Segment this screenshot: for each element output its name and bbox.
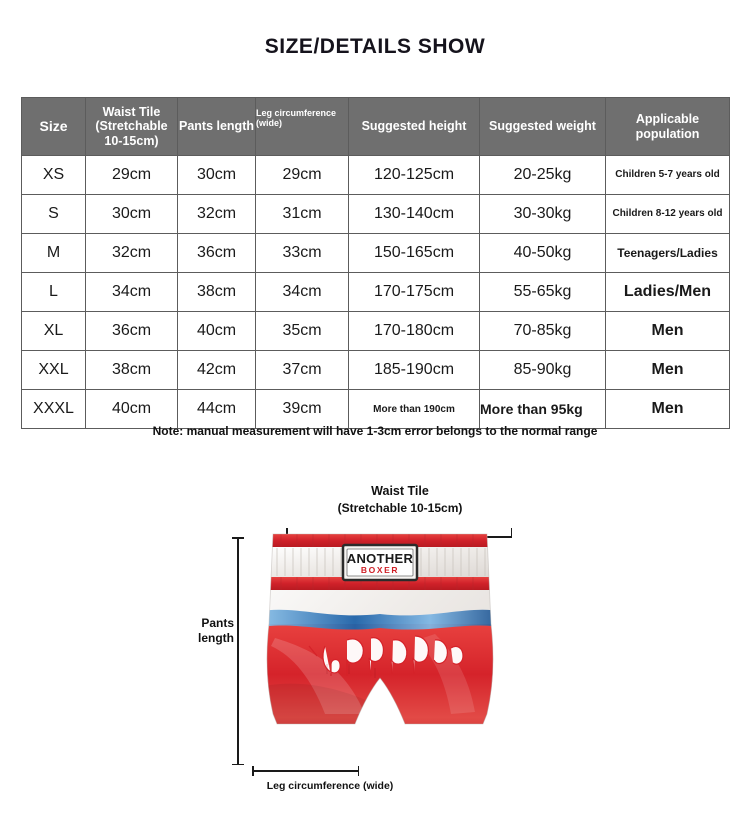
cell-waist: 38cm: [86, 351, 178, 390]
cell-size: XXL: [22, 351, 86, 390]
cell-pants-length: 30cm: [178, 156, 256, 195]
cell-size: M: [22, 234, 86, 273]
cell-applicable-population: Men: [606, 312, 730, 351]
table-row: [22, 351, 730, 390]
column-header-suggested-height: [349, 98, 480, 156]
pants-length-dimension-bar: [237, 537, 239, 765]
leg-circumference-label: Leg circumference (wide): [266, 780, 394, 792]
cell-suggested-weight: 55-65kg: [480, 273, 606, 312]
column-header-size: [22, 98, 86, 156]
cell-size: XL: [22, 312, 86, 351]
table-row: [22, 234, 730, 273]
pants-length-label: [186, 616, 234, 646]
cell-suggested-height: More than 190cm: [349, 390, 480, 429]
cell-leg-circumference: 29cm: [256, 156, 349, 195]
cell-leg-circumference: 37cm: [256, 351, 349, 390]
cell-waist: 30cm: [86, 195, 178, 234]
cell-applicable-population: Teenagers/Ladies: [606, 234, 730, 273]
table-row: [22, 195, 730, 234]
size-chart-table: [21, 97, 730, 429]
cell-waist: 32cm: [86, 234, 178, 273]
cell-suggested-weight: 40-50kg: [480, 234, 606, 273]
cell-pants-length: 40cm: [178, 312, 256, 351]
cell-size: XS: [22, 156, 86, 195]
cell-suggested-weight: 20-25kg: [480, 156, 606, 195]
cell-suggested-height: 150-165cm: [349, 234, 480, 273]
column-header-pants-length-label: Pants length: [178, 119, 254, 134]
pants-length-dimension-tick-bottom: [232, 764, 244, 766]
cell-suggested-weight: More than 95kg: [480, 390, 606, 429]
measurement-note: Note: manual measurement will have 1-3cm error belongs to the normal range: [152, 424, 598, 438]
cell-applicable-population: Men: [606, 351, 730, 390]
cell-applicable-population: Children 8-12 years old: [606, 195, 730, 234]
column-header-leg-circumference: [256, 98, 349, 156]
cell-pants-length: 36cm: [178, 234, 256, 273]
cell-waist: 36cm: [86, 312, 178, 351]
cell-suggested-height: 170-180cm: [349, 312, 480, 351]
cell-suggested-height: 120-125cm: [349, 156, 480, 195]
page-title: SIZE/DETAILS SHOW: [264, 35, 486, 58]
column-header-waist-tile: [86, 98, 178, 156]
brand-name-secondary: BOXER: [360, 565, 400, 575]
cell-applicable-population: Ladies/Men: [606, 273, 730, 312]
pants-length-label-line2: length: [198, 631, 234, 645]
cell-leg-circumference: 33cm: [256, 234, 349, 273]
table-body: [22, 156, 730, 429]
table-row: [22, 312, 730, 351]
column-header-applicable-population: [606, 98, 730, 156]
leg-dimension-bar: [252, 770, 359, 772]
cell-suggested-height: 185-190cm: [349, 351, 480, 390]
table-header: [22, 98, 730, 156]
table-row: [22, 390, 730, 429]
cell-leg-circumference: 39cm: [256, 390, 349, 429]
cell-size: XXXL: [22, 390, 86, 429]
waist-tile-label-main: Waist Tile: [371, 484, 429, 498]
cell-size: S: [22, 195, 86, 234]
column-header-pants-length: [178, 98, 256, 156]
cell-leg-circumference: 34cm: [256, 273, 349, 312]
cell-suggested-weight: 30-30kg: [480, 195, 606, 234]
column-header-waist-tile-label: Waist Tile: [102, 104, 161, 119]
column-header-leg-circumference-label: Leg circumference (wide): [256, 108, 337, 129]
cell-leg-circumference: 35cm: [256, 312, 349, 351]
product-measurement-diagram: [0, 470, 750, 834]
cell-suggested-weight: 70-85kg: [480, 312, 606, 351]
leg-dimension-tick-right: [358, 766, 360, 776]
column-header-suggested-weight-label: Suggested weight: [489, 119, 596, 134]
size-chart-table-container: [21, 97, 729, 429]
cell-applicable-population: Children 5-7 years old: [606, 156, 730, 195]
cell-waist: 40cm: [86, 390, 178, 429]
brand-label-patch: [343, 545, 417, 580]
cell-leg-circumference: 31cm: [256, 195, 349, 234]
waist-dimension-tick-right: [511, 528, 513, 538]
cell-pants-length: 44cm: [178, 390, 256, 429]
pants-length-label-line1: Pants: [201, 616, 234, 630]
cell-pants-length: 42cm: [178, 351, 256, 390]
waist-tile-label: [265, 483, 535, 516]
column-header-suggested-height-label: Suggested height: [361, 119, 467, 134]
column-header-applicable-population-label: Applicable population: [635, 112, 700, 141]
table-row: [22, 273, 730, 312]
table-row: [22, 156, 730, 195]
cell-size: L: [22, 273, 86, 312]
cell-suggested-height: 170-175cm: [349, 273, 480, 312]
cell-suggested-height: 130-140cm: [349, 195, 480, 234]
cell-pants-length: 38cm: [178, 273, 256, 312]
column-header-suggested-weight: [480, 98, 606, 156]
leg-circumference-dimension-line: [252, 766, 359, 776]
column-header-size-label: Size: [39, 118, 68, 135]
cell-waist: 29cm: [86, 156, 178, 195]
cell-pants-length: 32cm: [178, 195, 256, 234]
cell-suggested-weight: 85-90kg: [480, 351, 606, 390]
brand-name-primary: ANOTHER: [346, 551, 414, 566]
cell-applicable-population: Men: [606, 390, 730, 429]
product-image-muay-thai-shorts: [255, 528, 505, 768]
cell-waist: 34cm: [86, 273, 178, 312]
column-header-waist-tile-sub: (Stretchable 10-15cm): [95, 119, 168, 148]
waist-tile-label-sub: (Stretchable 10-15cm): [337, 500, 463, 515]
table-header-row: [22, 98, 730, 156]
pants-length-dimension-line: [232, 537, 244, 765]
